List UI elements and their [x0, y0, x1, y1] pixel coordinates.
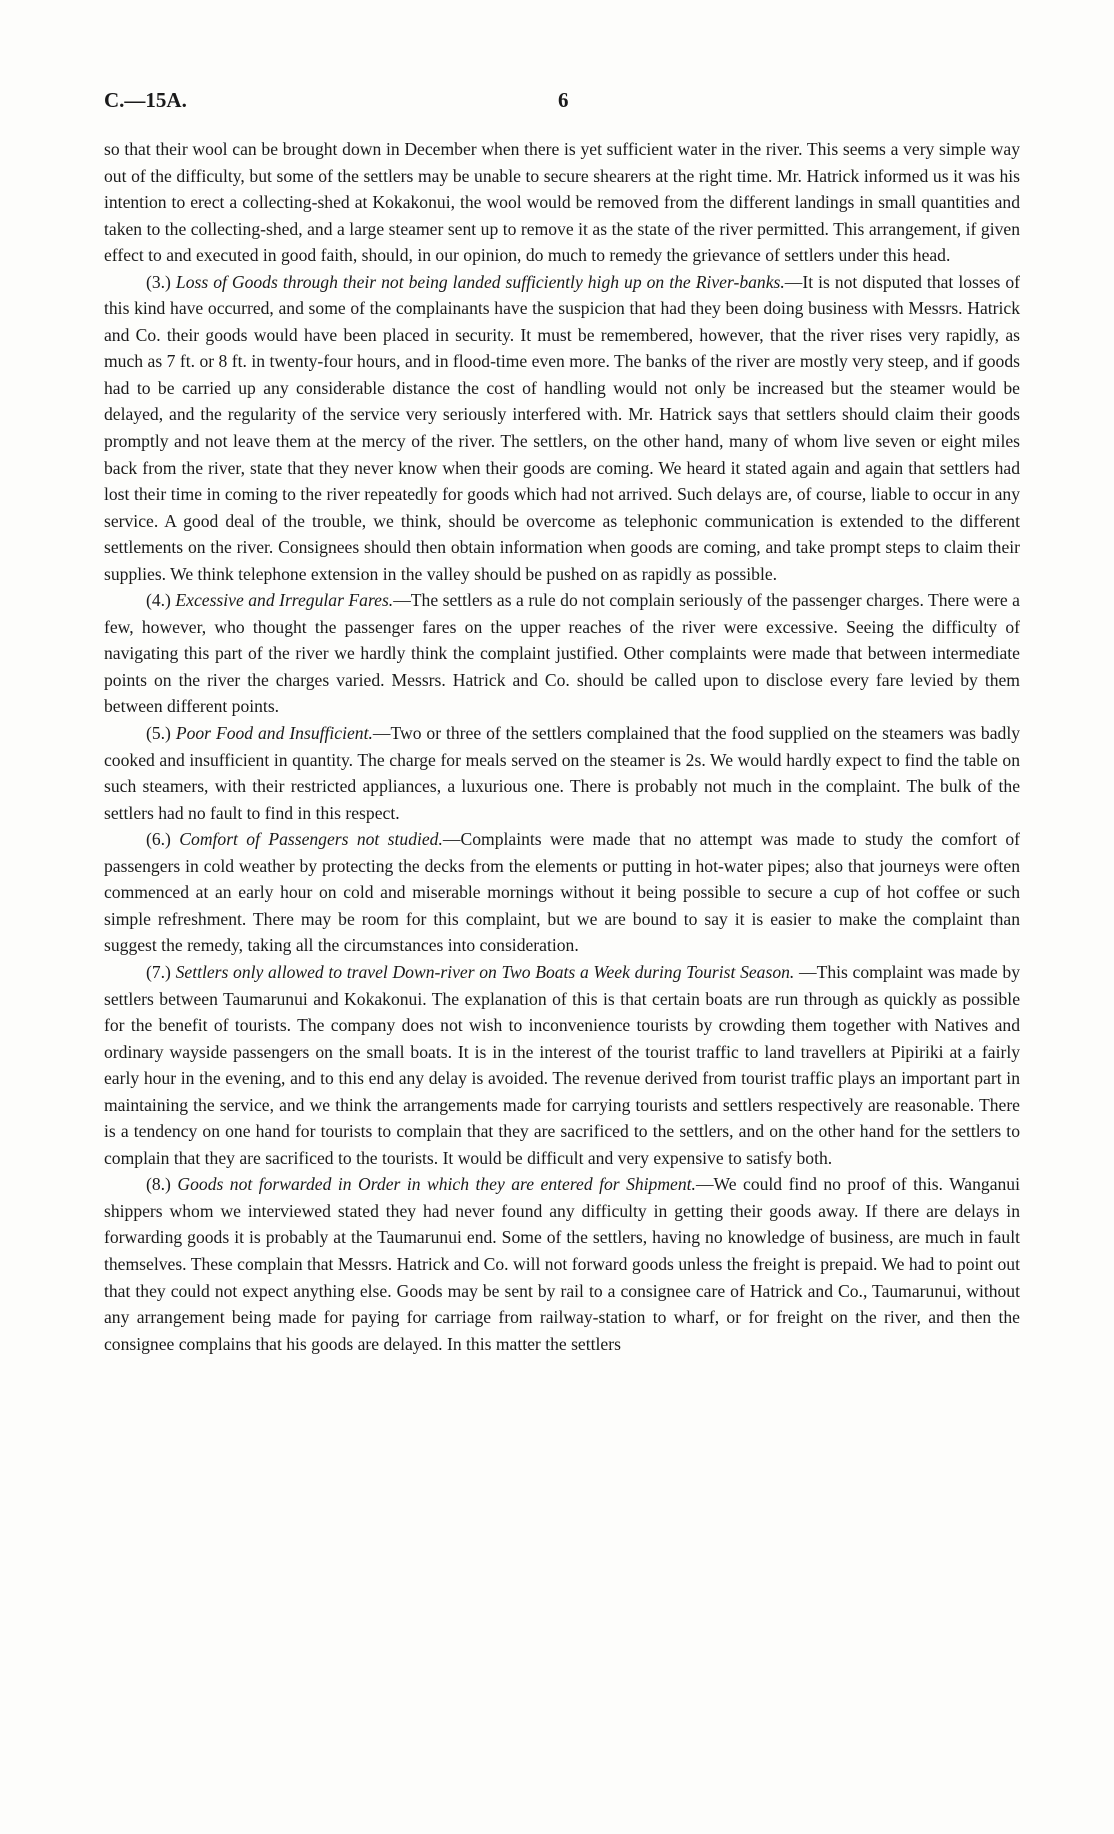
paragraph-number: (4.) [146, 590, 176, 611]
paragraph-text: —This complaint was made by settlers between Taumarunui and Kokakonui. The explanation of this is that certain boats are run through as quickly as possible for the benefit of tourists. The company does not wish to inconvenience tourists by crowding them together with Natives and ordinary wayside passengers on the small boats. It is in the interest of the tourist traffic to land travellers at Pipiriki at a fairly early hour in the evening, and to this end any delay is avoided. The revenue derived from tourist traffic plays an important part in maintaining the service, and we think the arrangements made for carrying tourists and settlers respectively are reasonable. There is a tendency on one hand for tourists to complain that they are sacrificed to the settlers, and on the other hand for the settlers to complain that they are sacrificed to the tourists. It would be difficult and very expensive to satisfy both. [104, 961, 1020, 1168]
paragraph-heading: Loss of Goods through their not being landed sufficiently high up on the River-banks. [175, 271, 785, 292]
paragraph-number: (6.) [146, 829, 180, 850]
paragraph-poor-food [104, 720, 1020, 826]
paragraph-heading: Goods not forwarded in Order in which they are entered for Shipment. [177, 1174, 696, 1195]
paragraph-passenger-comfort [104, 826, 1020, 959]
paragraph-text: —The settlers as a rule do not complain seriously of the passenger charges. There were a few, however, who thought the passenger fares on the upper reaches of the river were excessive. Seeing the difficulty of navigating this part of the river we hardly think the complaint justified. Other complaints were made that between intermediate points on the river the charges varied. Messrs. Hatrick and Co. should be called upon to disclose every fare levied by them between different points. [104, 590, 1020, 717]
paragraph-text: —It is not disputed that losses of this kind have occurred, and some of the complainants have the suspicion that had they been doing business with Messrs. Hatrick and Co. their goods would have been placed in security. It must be remembered, however, that the river rises very rapidly, as much as 7 ft. or 8 ft. in twenty-four hours, and in flood-time even more. The banks of the river are mostly very steep, and if goods had to be carried up any considerable distance the cost of handling would not only be increased but the steamer would be delayed, and the regularity of the service very seriously interfered with. Mr. Hatrick says that settlers should claim their goods promptly and not leave them at the mercy of the river. The settlers, on the other hand, many of whom live seven or eight miles back from the river, state that they never know when their goods are coming. We heard it stated again and again that settlers had lost their time in coming to the river repeatedly for goods which had not arrived. Such delays are, of course, liable to occur in any service. A good deal of the trouble, we think, should be overcome as telephonic communication is extended to the different settlements on the river. Consignees should then obtain information when goods are coming, and take prompt steps to claim their supplies. We think telephone extension in the valley should be pushed on as rapidly as possible. [104, 271, 1021, 584]
paragraph-heading: Excessive and Irregular Fares. [175, 590, 394, 611]
paragraph-loss-of-goods [104, 269, 1020, 588]
paragraph-settlers-travel [104, 959, 1020, 1171]
paragraph-number: (8.) [146, 1174, 178, 1195]
body-text [104, 136, 1020, 1357]
paragraph-heading: Settlers only allowed to travel Down-river on Two Boats a Week during Tourist Season. [175, 961, 795, 982]
paragraph-text: —We could find no proof of this. Wanganui shippers whom we interviewed stated they had never found any difficulty in getting their goods away. If there are delays in forwarding goods it is probably at the Taumarunui end. Some of the settlers, having no knowledge of business, are much in fault themselves. These complain that Messrs. Hatrick and Co. will not forward goods unless the freight is prepaid. We had to point out that they could not expect anything else. Goods may be sent by rail to a consignee care of Hatrick and Co., Taumarunui, without any arrangement being made for paying for carriage from railway-station to wharf, or for freight on the river, and then the consignee complains that his goods are delayed. In this matter the settlers [104, 1174, 1020, 1354]
page-number: 6 [558, 88, 569, 112]
paragraph-heading: Comfort of Passengers not studied. [179, 829, 443, 850]
page-header [104, 88, 1020, 118]
paragraph-continuation [104, 136, 1020, 269]
paragraph-number: (5.) [146, 723, 176, 744]
document-reference: C.—15A. [104, 88, 187, 112]
paragraph-text: so that their wool can be brought down in December when there is yet sufficient water in the river. This seems a very simple way out of the difficulty, but some of the settlers may be unable to secure shearers at the right time. Mr. Hatrick informed us it was his intention to erect a collecting-shed at Kokakonui, the wool would be removed from the different landings in small quantities and taken to the collecting-shed, and a large steamer sent up to remove it as the state of the river permitted. This arrangement, if given effect to and executed in good faith, should, in our opinion, do much to remedy the grievance of settlers under this head. [104, 139, 1020, 266]
paragraph-text: —Two or three of the settlers complained that the food supplied on the steamers was badly cooked and insufficient in quantity. The charge for meals served on the steamer is 2s. We would hardly expect to find the table on such steamers, with their restricted appliances, a luxurious one. There is probably not much in the complaint. The bulk of the settlers had no fault to find in this respect. [104, 723, 1020, 823]
paragraph-heading: Poor Food and Insufficient. [175, 723, 373, 744]
paragraph-number: (7.) [146, 961, 176, 982]
paragraph-text: —Complaints were made that no attempt was made to study the comfort of passengers in cold weather by protecting the decks from the elements or putting in hot-water pipes; also that journeys were often commenced at an early hour on cold and miserable mornings without it being possible to secure a cup of hot coffee or such simple refreshment. There may be room for this complaint, but we are bound to say it is easier to make the complaint than suggest the remedy, taking all the circumstances into consideration. [104, 829, 1020, 956]
paragraph-number: (3.) [146, 271, 176, 292]
paragraph-excessive-fares [104, 587, 1020, 720]
paragraph-goods-order [104, 1171, 1020, 1357]
